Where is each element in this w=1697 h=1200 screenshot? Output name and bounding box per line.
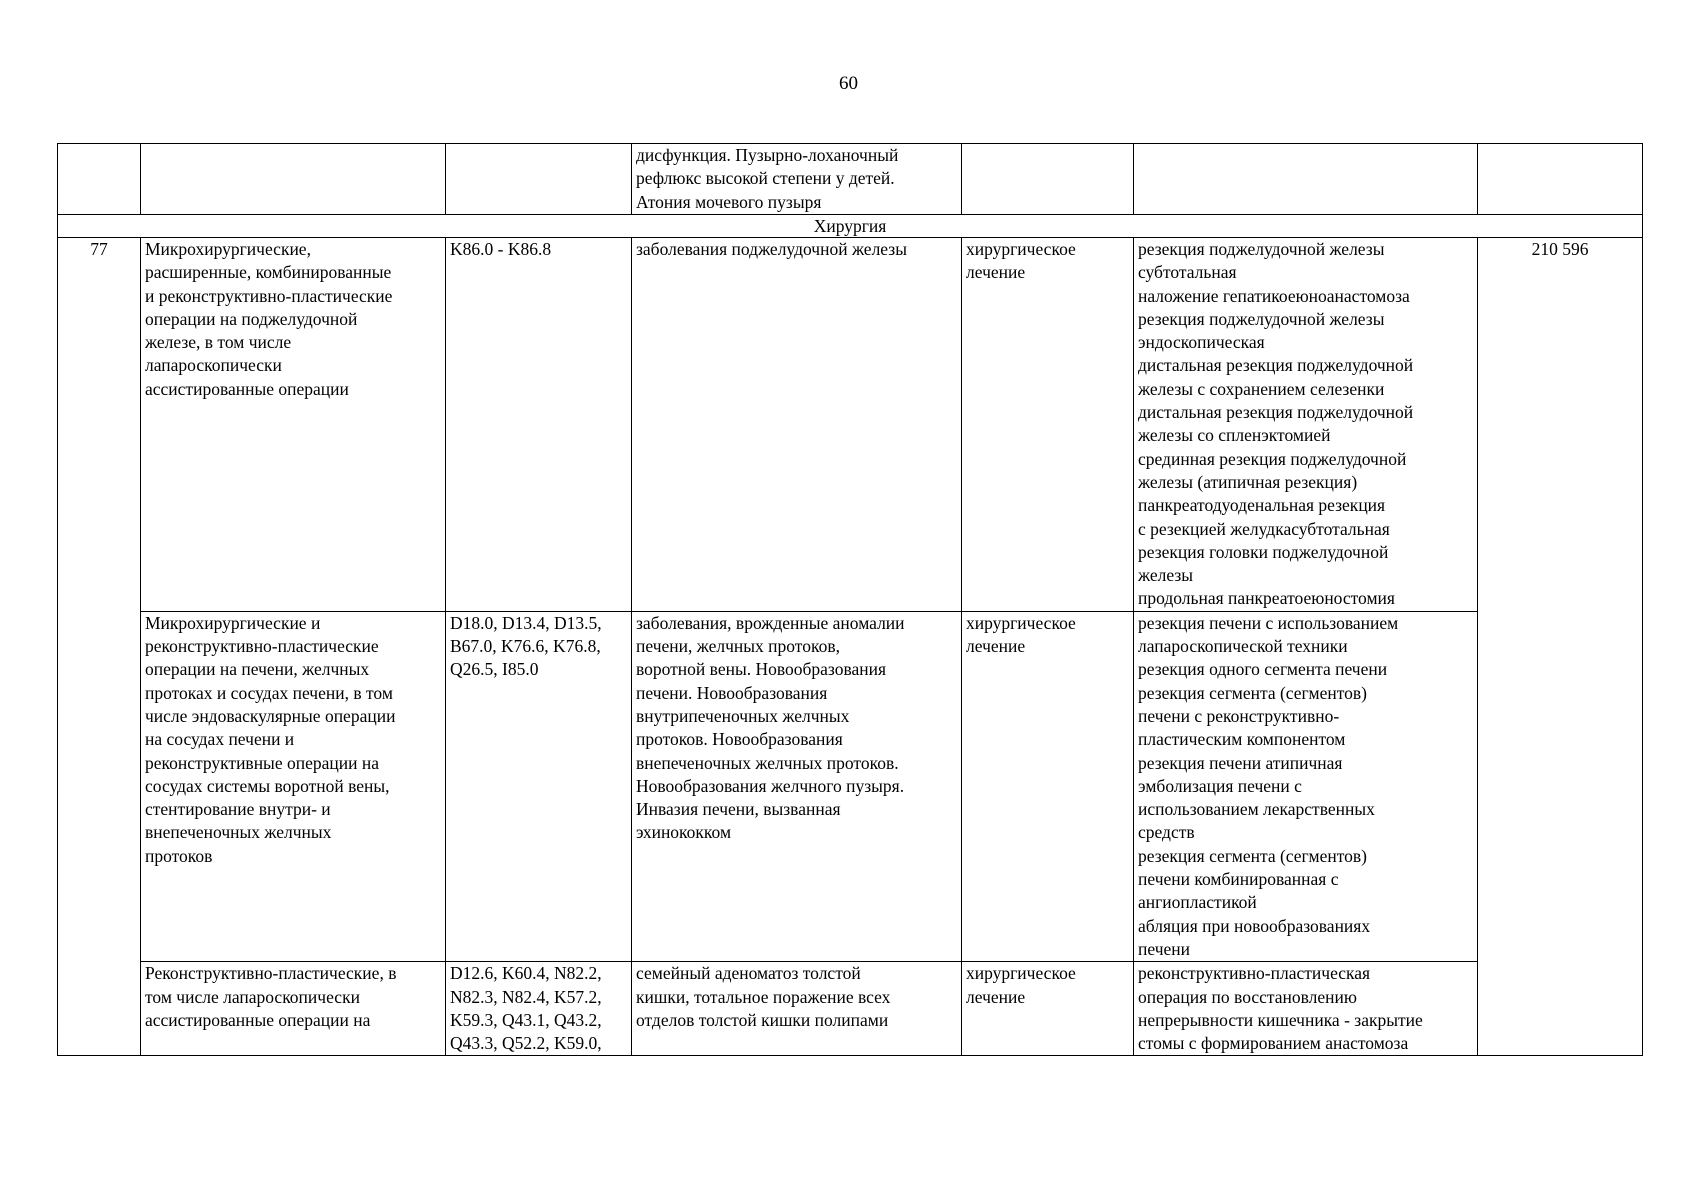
method-line: железы со спленэктомией	[1138, 425, 1331, 446]
treatment-line: хирургическое	[966, 612, 1076, 633]
method-line: срединная резекция поджелудочной	[1138, 448, 1407, 469]
method-line: эндоскопическая	[1138, 332, 1265, 353]
name-line: сосудах системы воротной вены,	[145, 775, 390, 796]
diagnosis-line: Инвазия печени, вызванная	[636, 799, 841, 820]
diagnosis-cell	[632, 962, 962, 1056]
method-line: печени с реконструктивно-	[1138, 705, 1340, 726]
method-line: резекция печени атипичная	[1138, 752, 1343, 773]
method-line: средств	[1138, 822, 1195, 843]
method-line: ангиопластикой	[1138, 892, 1257, 913]
method-line: лапароскопической техники	[1138, 636, 1348, 657]
method-cell	[1134, 962, 1478, 1056]
treatment-cell	[962, 962, 1134, 1056]
method-line: резекция головки поджелудочной	[1138, 541, 1389, 562]
diagnosis-line: внутрипеченочных желчных	[636, 705, 850, 726]
treatment-line: лечение	[966, 636, 1026, 657]
method-line: пластическим компонентом	[1138, 729, 1346, 750]
name-line: Реконструктивно-пластические, в	[145, 963, 397, 984]
method-line: панкреатодуоденальная резекция	[1138, 495, 1386, 516]
method-line: субтотальная	[1138, 262, 1237, 283]
method-line: дистальная резекция поджелудочной	[1138, 402, 1414, 423]
method-line: стомы с формированием анастомоза	[1138, 1033, 1409, 1054]
method-line: резекция поджелудочной железы	[1138, 308, 1385, 329]
diagnosis-line: Атония мочевого пузыря	[636, 191, 822, 212]
method-line: резекция одного сегмента печени	[1138, 659, 1388, 680]
name-line: стентирование внутри- и	[145, 799, 331, 820]
method-line: резекция сегмента (сегментов)	[1138, 682, 1367, 703]
table-row	[58, 611, 1643, 961]
diagnosis-line: внепеченочных желчных протоков.	[636, 752, 899, 773]
continuation-row	[58, 144, 1643, 215]
name-line: расширенные, комбинированные	[145, 262, 392, 283]
diagnosis-line: рефлюкс высокой степени у детей.	[636, 168, 895, 189]
treatment-line: лечение	[966, 262, 1026, 283]
diagnosis-line: Новообразования желчного пузыря.	[636, 775, 905, 796]
treatment-table	[57, 143, 1643, 1056]
cost-cell: 210 596	[1478, 238, 1643, 1056]
name-line: операции на поджелудочной	[145, 308, 358, 329]
diagnosis-line: дисфункция. Пузырно-лоханочный	[636, 145, 899, 165]
code-line: K59.3, Q43.1, Q43.2,	[450, 1009, 602, 1030]
code-cell	[446, 611, 632, 961]
name-line: протоках и сосудах печени, в том	[145, 682, 393, 703]
diagnosis-cell	[632, 144, 962, 215]
name-line: Микрохирургические,	[145, 239, 311, 259]
method-cell	[1134, 611, 1478, 961]
number-cell	[58, 144, 141, 215]
diagnosis-line: семейный аденоматоз толстой	[636, 963, 861, 984]
name-line: на сосудах печени и	[145, 729, 295, 750]
treatment-line: хирургическое	[966, 963, 1076, 984]
method-cell	[1134, 238, 1478, 612]
code-line: K86.0 - K86.8	[450, 239, 552, 259]
diagnosis-line: заболевания, врожденные аномалии	[636, 612, 905, 633]
code-line: D12.6, K60.4, N82.2,	[450, 963, 602, 984]
table-row	[58, 238, 1643, 612]
name-line: числе эндоваскулярные операции	[145, 705, 396, 726]
name-line: Микрохирургические и	[145, 612, 321, 633]
method-line: реконструктивно-пластическая	[1138, 963, 1371, 984]
name-line: реконструктивные операции на	[145, 752, 379, 773]
cost-cell	[1478, 144, 1643, 215]
name-cell	[141, 238, 446, 612]
method-line: с резекцией желудкасубтотальная	[1138, 518, 1390, 539]
page-number: 60	[839, 73, 858, 94]
diagnosis-line: печени. Новообразования	[636, 682, 828, 703]
code-line: D18.0, D13.4, D13.5,	[450, 612, 602, 633]
method-line: дистальная резекция поджелудочной	[1138, 355, 1414, 376]
diagnosis-line: печени, желчных протоков,	[636, 636, 840, 657]
method-line: железы (атипичная резекция)	[1138, 471, 1358, 492]
section-row	[58, 215, 1643, 238]
method-line: эмболизация печени с	[1138, 775, 1302, 796]
code-cell	[446, 238, 632, 612]
treatment-line: лечение	[966, 986, 1026, 1007]
name-line: ассистированные операции	[145, 378, 349, 399]
name-line: реконструктивно-пластические	[145, 636, 379, 657]
method-line: операция по восстановлению	[1138, 986, 1357, 1007]
code-cell	[446, 962, 632, 1056]
diagnosis-line: эхинококком	[636, 822, 732, 843]
method-cell	[1134, 144, 1478, 215]
diagnosis-line: протоков. Новообразования	[636, 729, 843, 750]
treatment-cell	[962, 611, 1134, 961]
code-line: N82.3, N82.4, K57.2,	[450, 986, 602, 1007]
diagnosis-line: заболевания поджелудочной железы	[636, 239, 907, 259]
treatment-cell	[962, 238, 1134, 612]
name-cell	[141, 144, 446, 215]
method-line: железы	[1138, 565, 1194, 586]
treatment-line: хирургическое	[966, 239, 1076, 259]
name-cell	[141, 611, 446, 961]
diagnosis-cell	[632, 611, 962, 961]
method-line: резекция печени с использованием	[1138, 612, 1399, 633]
code-line: B67.0, K76.6, K76.8,	[450, 636, 601, 657]
method-line: наложение гепатикоеюноанастомоза	[1138, 285, 1410, 306]
table-row	[58, 962, 1643, 1056]
name-line: лапароскопически	[145, 355, 282, 376]
method-line: резекция сегмента (сегментов)	[1138, 845, 1367, 866]
diagnosis-line: воротной вены. Новообразования	[636, 659, 887, 680]
diagnosis-cell	[632, 238, 962, 612]
treatment-cell	[962, 144, 1134, 215]
code-line: Q26.5, I85.0	[450, 659, 539, 680]
method-line: резекция поджелудочной железы	[1138, 239, 1385, 259]
method-line: печени комбинированная с	[1138, 869, 1339, 890]
name-line: ассистированные операции на	[145, 1009, 371, 1030]
method-line: абляция при новообразованиях	[1138, 915, 1371, 936]
diagnosis-line: кишки, тотальное поражение всех	[636, 986, 891, 1007]
name-line: операции на печени, желчных	[145, 659, 370, 680]
name-line: том числе лапароскопически	[145, 986, 360, 1007]
name-line: и реконструктивно-пластические	[145, 285, 393, 306]
number-cell: 77	[58, 238, 141, 1056]
method-line: железы с сохранением селезенки	[1138, 378, 1385, 399]
name-line: внепеченочных желчных	[145, 822, 332, 843]
method-line: непрерывности кишечника - закрытие	[1138, 1009, 1423, 1030]
name-line: протоков	[145, 845, 213, 866]
code-cell	[446, 144, 632, 215]
name-cell	[141, 962, 446, 1056]
name-line: железе, в том числе	[145, 332, 292, 353]
method-line: использованием лекарственных	[1138, 799, 1375, 820]
section-title: Хирургия	[58, 215, 1643, 238]
method-line: печени	[1138, 938, 1190, 959]
diagnosis-line: отделов толстой кишки полипами	[636, 1009, 889, 1030]
code-line: Q43.3, Q52.2, K59.0,	[450, 1033, 602, 1054]
method-line: продольная панкреатоеюностомия	[1138, 588, 1395, 609]
